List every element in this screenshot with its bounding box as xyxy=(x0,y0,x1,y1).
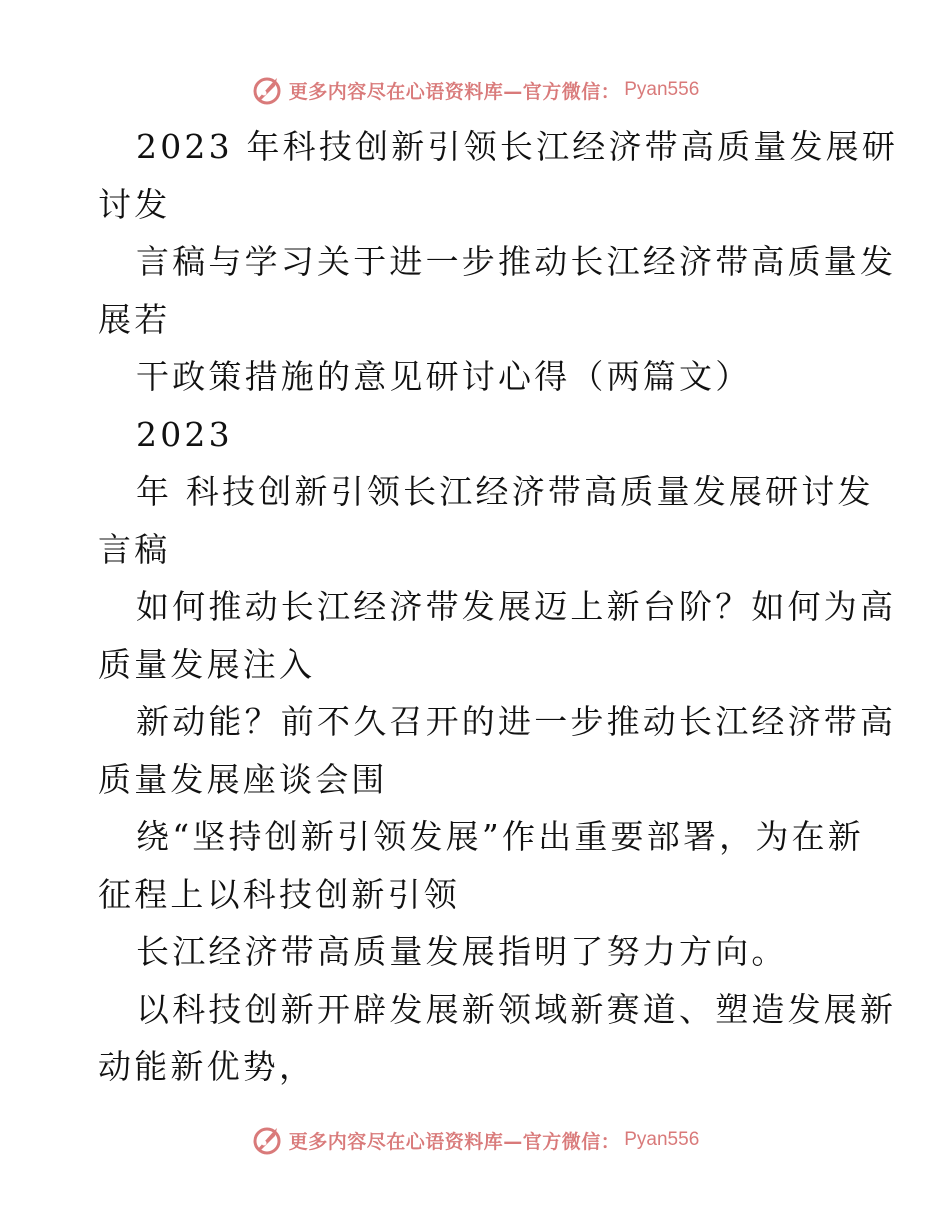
doc-line: 讨发 xyxy=(98,184,171,224)
doc-line: 动能新优势， xyxy=(98,1047,316,1086)
doc-line: 新动能？前不久召开的进一步推动长江经济带高 xyxy=(136,702,897,741)
doc-line: 言稿与学习关于进一步推动长江经济带高质量发 xyxy=(136,242,897,281)
banner-text: 更多内容尽在心语资料库—官方微信： xyxy=(288,80,621,103)
doc-line: 长江经济带高质量发展指明了努力方向。 xyxy=(136,932,788,971)
document-body xyxy=(98,118,899,1096)
doc-line: 展若 xyxy=(98,299,171,339)
banner-text: 更多内容尽在心语资料库—官方微信： xyxy=(288,1130,621,1153)
quill-logo-icon xyxy=(251,1124,283,1156)
banner-wechat-id: Pyan556 xyxy=(624,79,700,100)
doc-line: 如何推动长江经济带发展迈上新台阶？如何为高 xyxy=(136,587,897,626)
header-watermark-banner xyxy=(0,72,950,108)
banner-wechat-id: Pyan556 xyxy=(624,1129,700,1150)
doc-line: 征程上以科技创新引领 xyxy=(98,874,460,914)
doc-line: 2023 xyxy=(136,414,233,454)
doc-line: 2023 年科技创新引领长江经济带高质量发展研 xyxy=(136,127,899,166)
footer-watermark-banner xyxy=(0,1122,950,1158)
doc-line: 以科技创新开辟发展新领域新赛道、塑造发展新 xyxy=(136,989,897,1029)
doc-line: 干政策措施的意见研讨心得（两篇文） xyxy=(136,357,752,396)
doc-line: 质量发展座谈会围 xyxy=(98,759,388,799)
doc-line: 年 科技创新引领长江经济带高质量发展研讨发 xyxy=(136,472,874,511)
doc-line: 言稿 xyxy=(98,529,171,569)
quill-logo-icon xyxy=(251,74,283,106)
doc-line: 绕“坚持创新引领发展”作出重要部署，为在新 xyxy=(136,817,864,856)
doc-line: 质量发展注入 xyxy=(98,644,316,684)
